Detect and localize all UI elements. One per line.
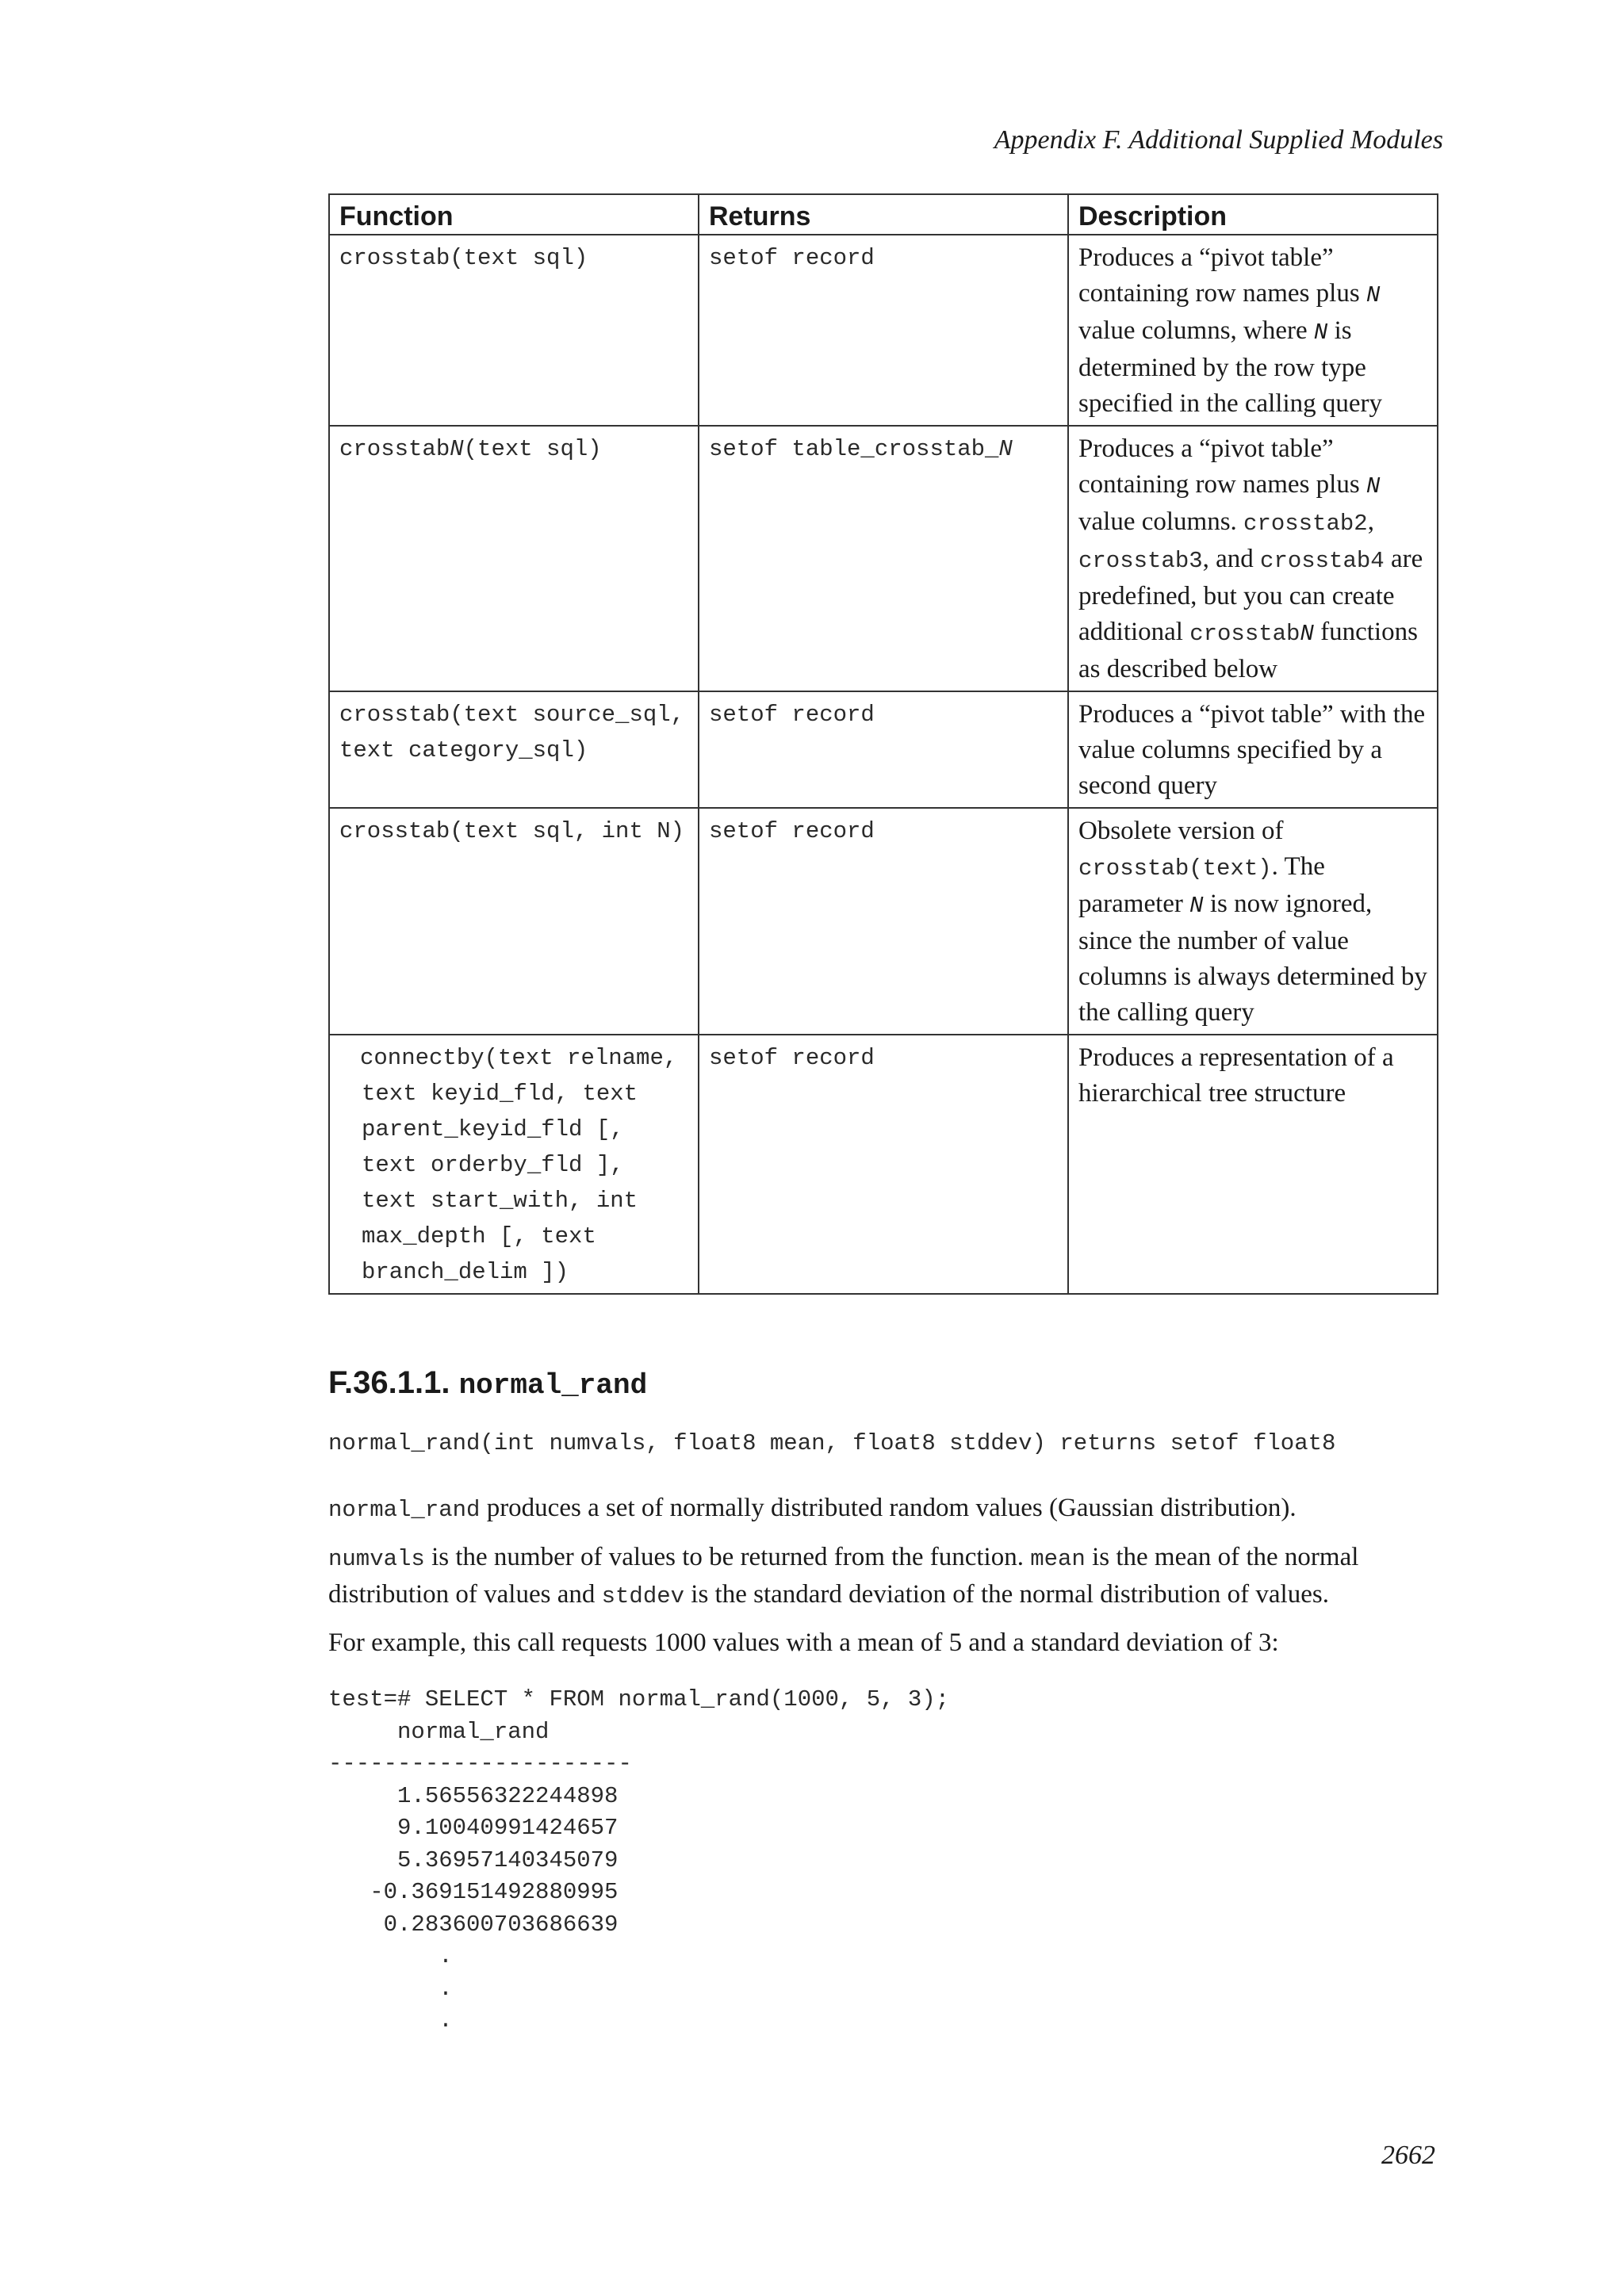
inline-code: crosstab2 xyxy=(1243,511,1368,537)
inline-code: normal_rand xyxy=(328,1497,481,1523)
column-header-function: Function xyxy=(329,194,699,235)
description-text: is now ignored, since the number of value columns is always determined by the calling query xyxy=(1078,890,1427,1027)
paragraph-description xyxy=(328,1490,1438,1528)
page-number: 2662 xyxy=(1381,2141,1435,2170)
function-cell xyxy=(329,426,699,691)
description-cell xyxy=(1068,235,1438,426)
returns-cell: setof record xyxy=(699,808,1068,1035)
table-row xyxy=(329,808,1438,1035)
description-text: Produces a representation of a hierarchical tree structure xyxy=(1078,1043,1394,1108)
description-text: Produces a “pivot table” with the value columns specified by a second query xyxy=(1078,700,1426,800)
paragraph-text: is the mean of the normal distribution of values and xyxy=(328,1543,1359,1609)
parameter-n: N xyxy=(1300,621,1314,647)
function-cell: connectby(text relname, text keyid_fld, text parent_keyid_fld [, text orderby_fld ], text start_with, int max_depth [, text branch_delim ]) xyxy=(329,1035,699,1294)
inline-code: crosstab xyxy=(1189,621,1300,647)
parameter-n: N xyxy=(450,436,464,462)
function-args: (text sql) xyxy=(463,436,602,462)
paragraph-parameters xyxy=(328,1540,1438,1614)
table-row xyxy=(329,235,1438,426)
table-row xyxy=(329,1035,1438,1294)
description-text: value columns, where xyxy=(1078,316,1314,345)
column-header-description: Description xyxy=(1068,194,1438,235)
paragraph-text: produces a set of normally distributed random values (Gaussian distribution). xyxy=(480,1494,1297,1522)
returns-cell: setof record xyxy=(699,1035,1068,1294)
inline-code: mean xyxy=(1030,1546,1086,1572)
parameter-n: N xyxy=(1365,473,1381,499)
description-cell xyxy=(1068,691,1438,808)
description-text: Obsolete version of xyxy=(1078,817,1284,845)
description-cell xyxy=(1068,426,1438,691)
code-example: test=# SELECT * FROM normal_rand(1000, 5, 3); normal_rand ---------------------- 1.56556322244898 9.10040991424657 5.36957140345079 -0.369151492880995 0.283600703686639 . . . xyxy=(328,1686,950,2034)
function-name: crosstab xyxy=(339,436,450,462)
function-synopsis: normal_rand(int numvals, float8 mean, float8 stddev) returns setof float8 xyxy=(328,1430,1336,1456)
description-text: value columns. xyxy=(1078,507,1244,536)
section-number: F.36.1.1. xyxy=(328,1365,459,1400)
function-table xyxy=(328,193,1438,1295)
inline-code: crosstab(text) xyxy=(1078,855,1272,882)
parameter-n: N xyxy=(1365,282,1381,308)
returns-cell xyxy=(699,426,1068,691)
table-header-row xyxy=(329,194,1438,235)
description-cell xyxy=(1068,808,1438,1035)
function-cell: crosstab(text sql) xyxy=(329,235,699,426)
return-type: setof table_crosstab_ xyxy=(709,436,999,462)
description-text: is determined by the row type specified in the calling query xyxy=(1078,316,1383,418)
section-function-name: normal_rand xyxy=(458,1369,648,1402)
inline-code: stddev xyxy=(601,1583,685,1609)
parameter-n: N xyxy=(1313,320,1328,346)
section-heading xyxy=(328,1365,647,1402)
inline-code: numvals xyxy=(328,1546,425,1572)
paragraph-text: is the number of values to be returned from the function. xyxy=(424,1543,1031,1571)
description-text: functions as described below xyxy=(1078,618,1418,683)
returns-cell: setof record xyxy=(699,691,1068,808)
description-text: , and xyxy=(1202,545,1261,573)
inline-code: crosstab3 xyxy=(1078,548,1203,574)
function-cell: crosstab(text sql, int N) xyxy=(329,808,699,1035)
parameter-n: N xyxy=(1189,893,1204,919)
function-cell: crosstab(text source_sql, text category_sql) xyxy=(329,691,699,808)
paragraph-text: is the standard deviation of the normal distribution of values. xyxy=(684,1580,1329,1609)
description-text: Produces a “pivot table” containing row names plus xyxy=(1078,434,1366,499)
description-text: Produces a “pivot table” containing row names plus xyxy=(1078,243,1366,308)
description-text: are predefined, but you can create additional xyxy=(1078,545,1423,646)
parameter-n: N xyxy=(998,436,1013,462)
table-row xyxy=(329,426,1438,691)
inline-code: crosstab4 xyxy=(1260,548,1385,574)
paragraph-example-intro: For example, this call requests 1000 values with a mean of 5 and a standard deviation of 3: xyxy=(328,1628,1279,1657)
returns-cell: setof record xyxy=(699,235,1068,426)
column-header-returns: Returns xyxy=(699,194,1068,235)
running-header: Appendix F. Additional Supplied Modules xyxy=(994,125,1443,155)
description-text: , xyxy=(1367,507,1374,536)
description-text: . The parameter xyxy=(1078,852,1325,918)
description-cell xyxy=(1068,1035,1438,1294)
table-row xyxy=(329,691,1438,808)
